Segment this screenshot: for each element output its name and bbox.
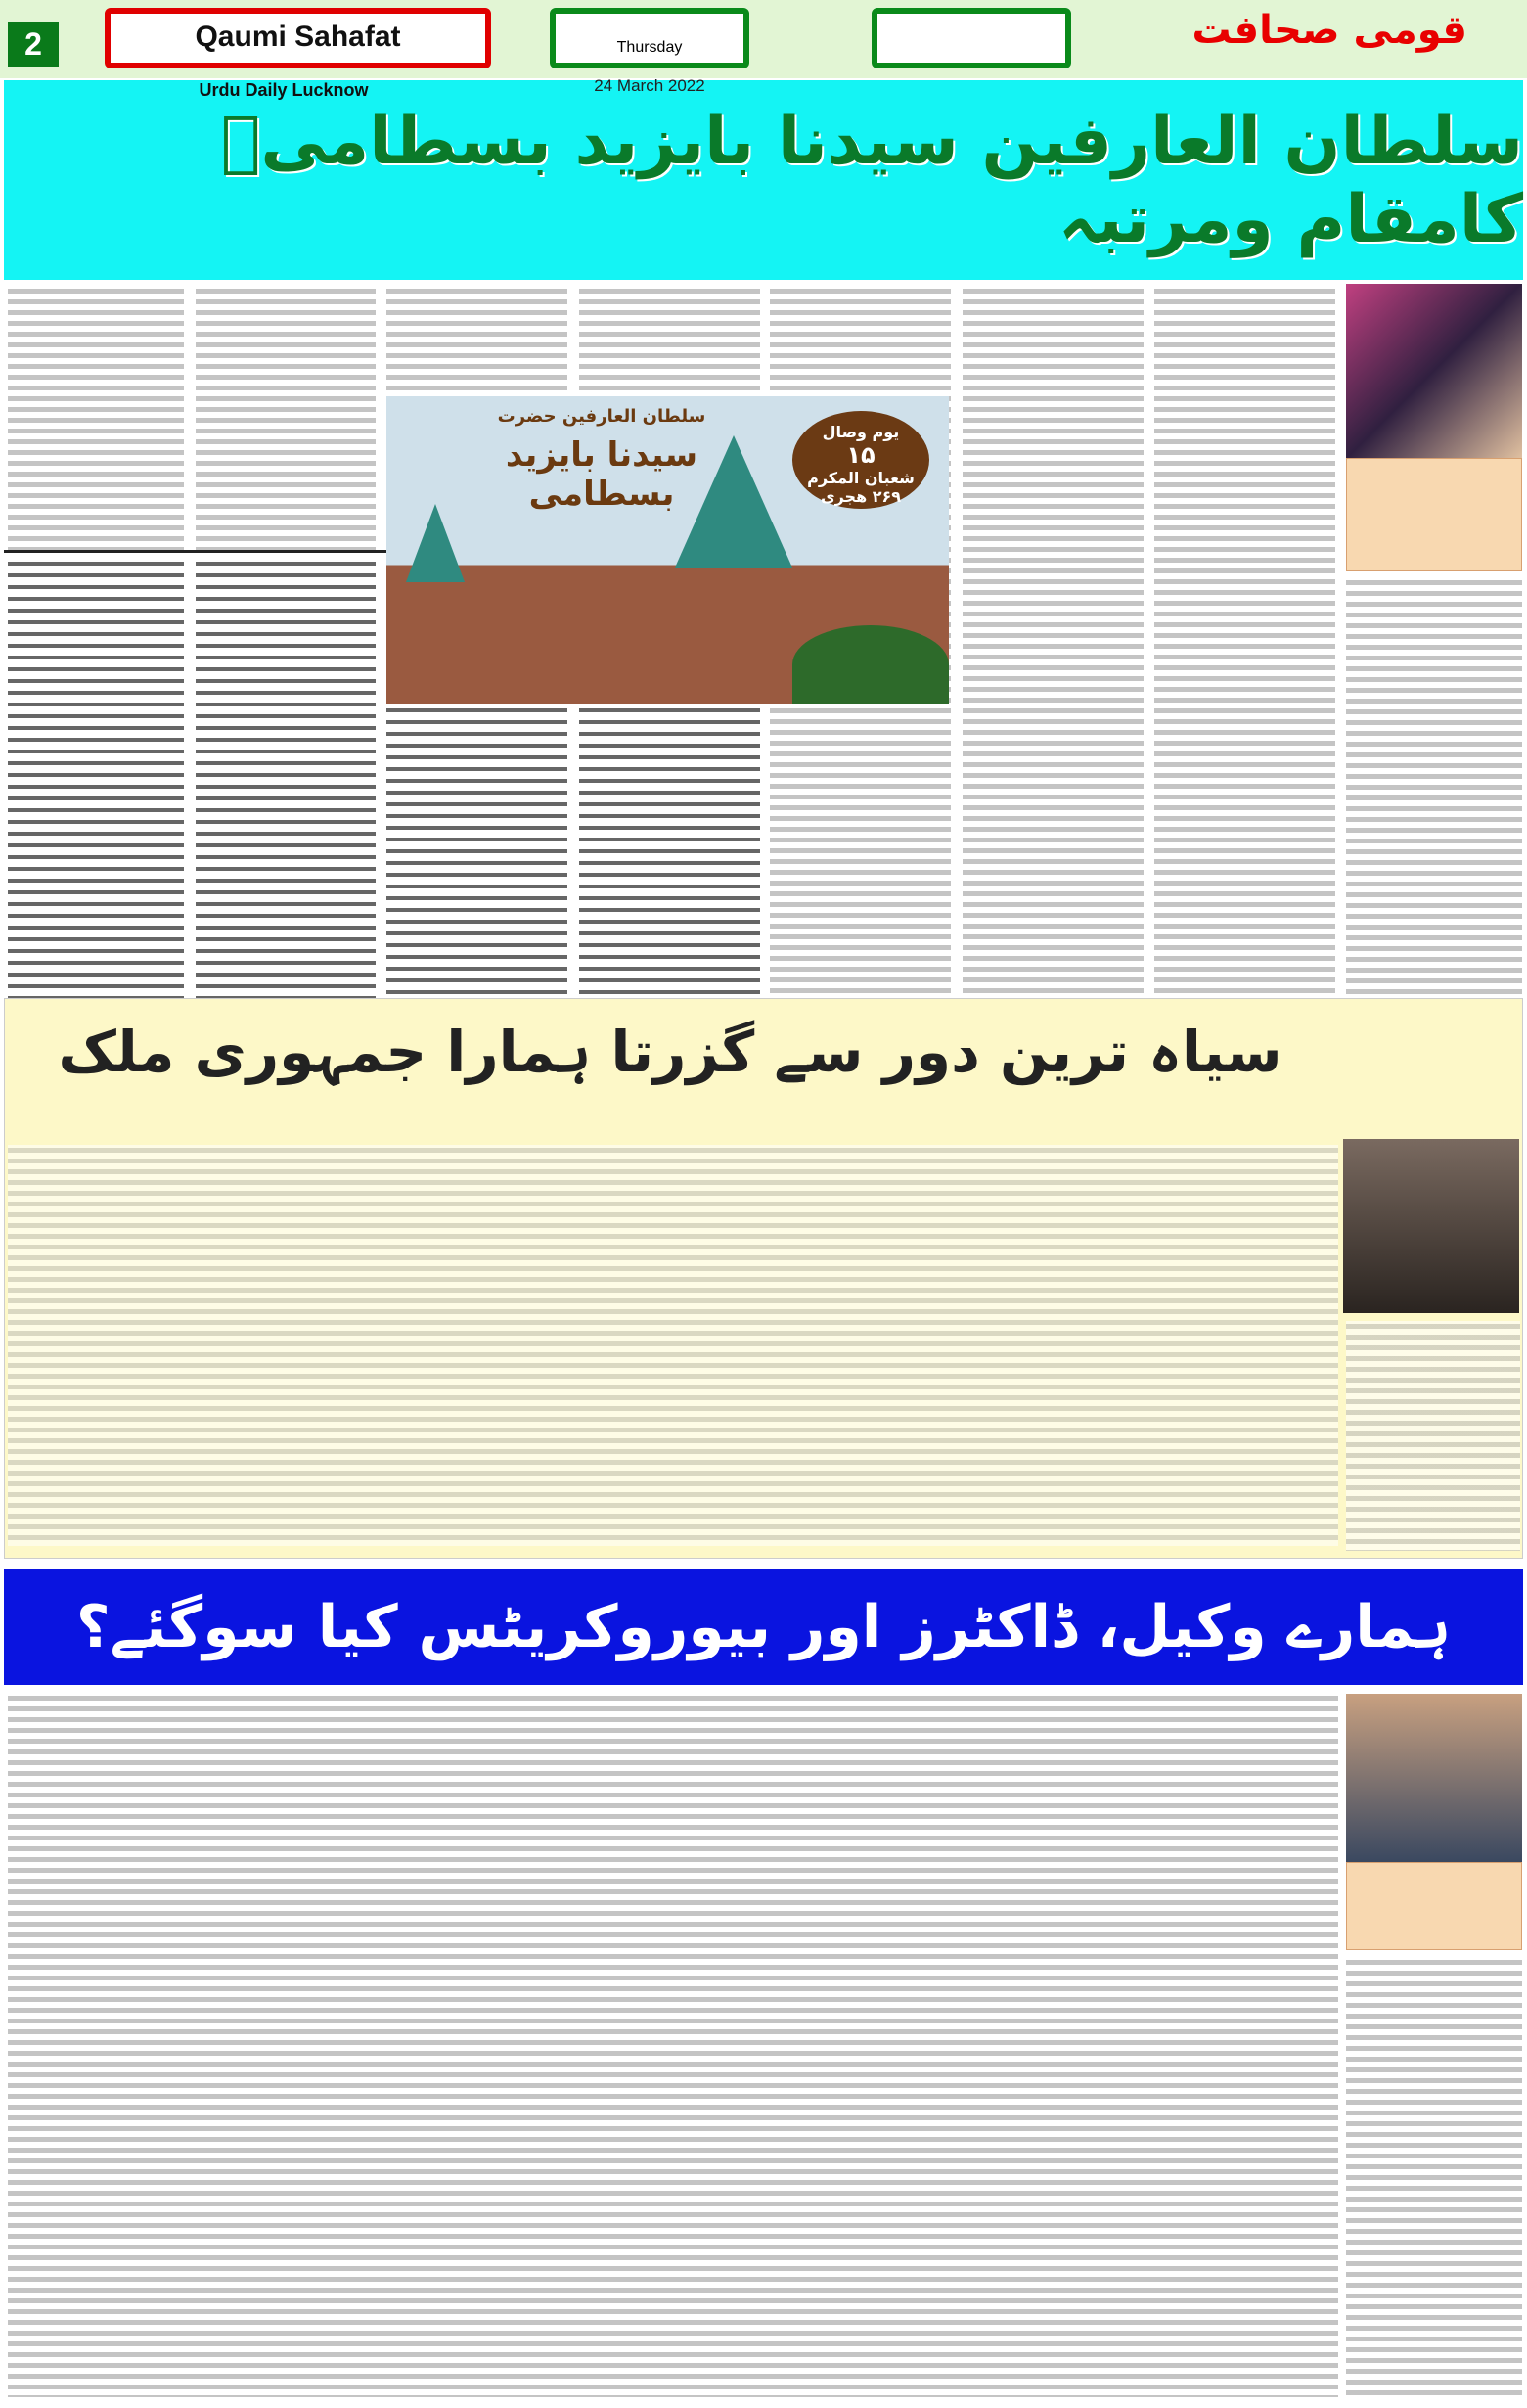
article2-headline: سیاہ ترین دور سے گزرتا ہمارا جمہوری ملک bbox=[58, 1019, 1282, 1085]
shrine-image bbox=[386, 396, 949, 704]
page-number: 2 bbox=[8, 22, 59, 67]
ad-box bbox=[872, 8, 1071, 68]
urs-badge bbox=[792, 411, 929, 509]
article3-columns bbox=[8, 1693, 1338, 2397]
badge-number: ۱۵ bbox=[846, 441, 876, 469]
tree bbox=[792, 625, 949, 704]
article2-column bbox=[1346, 1321, 1520, 1551]
article1-column bbox=[1346, 577, 1522, 998]
masthead-subtitle: Urdu Daily Lucknow bbox=[199, 80, 369, 100]
dome bbox=[406, 504, 465, 582]
badge-top: یوم وصال bbox=[822, 423, 900, 441]
day-label: Thursday bbox=[616, 39, 683, 56]
article1-headline-band bbox=[4, 80, 1523, 280]
author-caption bbox=[1346, 458, 1522, 571]
image-subtitle: سلطان العارفین حضرت bbox=[497, 406, 706, 427]
author-photo bbox=[1343, 1139, 1519, 1313]
section-title: قومی صحافت bbox=[1191, 8, 1467, 53]
badge-month: شعبان المکرم bbox=[807, 469, 915, 487]
article3-headline-band bbox=[4, 1569, 1523, 1685]
article1-column bbox=[579, 286, 760, 393]
badge-year: ۲۶۹ ھجری bbox=[820, 487, 902, 506]
article1-headline: سلطان العارفین سیدنا بایزید بسطامیؒ کامقام ومرتبہ bbox=[220, 102, 1523, 258]
author-photo bbox=[1346, 284, 1522, 458]
article1-column bbox=[963, 286, 1144, 998]
author-caption bbox=[1346, 1862, 1522, 1950]
article2-columns bbox=[8, 1145, 1338, 1546]
article1-column bbox=[196, 286, 376, 550]
masthead-title: Qaumi Sahafat bbox=[195, 21, 401, 53]
article1-column bbox=[386, 286, 567, 393]
author-photo bbox=[1346, 1694, 1522, 1862]
masthead-logo bbox=[105, 8, 491, 68]
date-label: 24 March 2022 bbox=[594, 76, 705, 95]
article3-headline: ہمارے وکیل، ڈاکٹرز اور بیوروکریٹس کیا سوگئے؟ bbox=[75, 1593, 1452, 1661]
article3-column bbox=[1346, 1957, 1522, 2397]
article1-column bbox=[8, 286, 184, 550]
image-title: سیدنا بایزید بسطامی bbox=[505, 435, 698, 514]
article1-column bbox=[1154, 286, 1335, 998]
date-box bbox=[550, 8, 749, 68]
